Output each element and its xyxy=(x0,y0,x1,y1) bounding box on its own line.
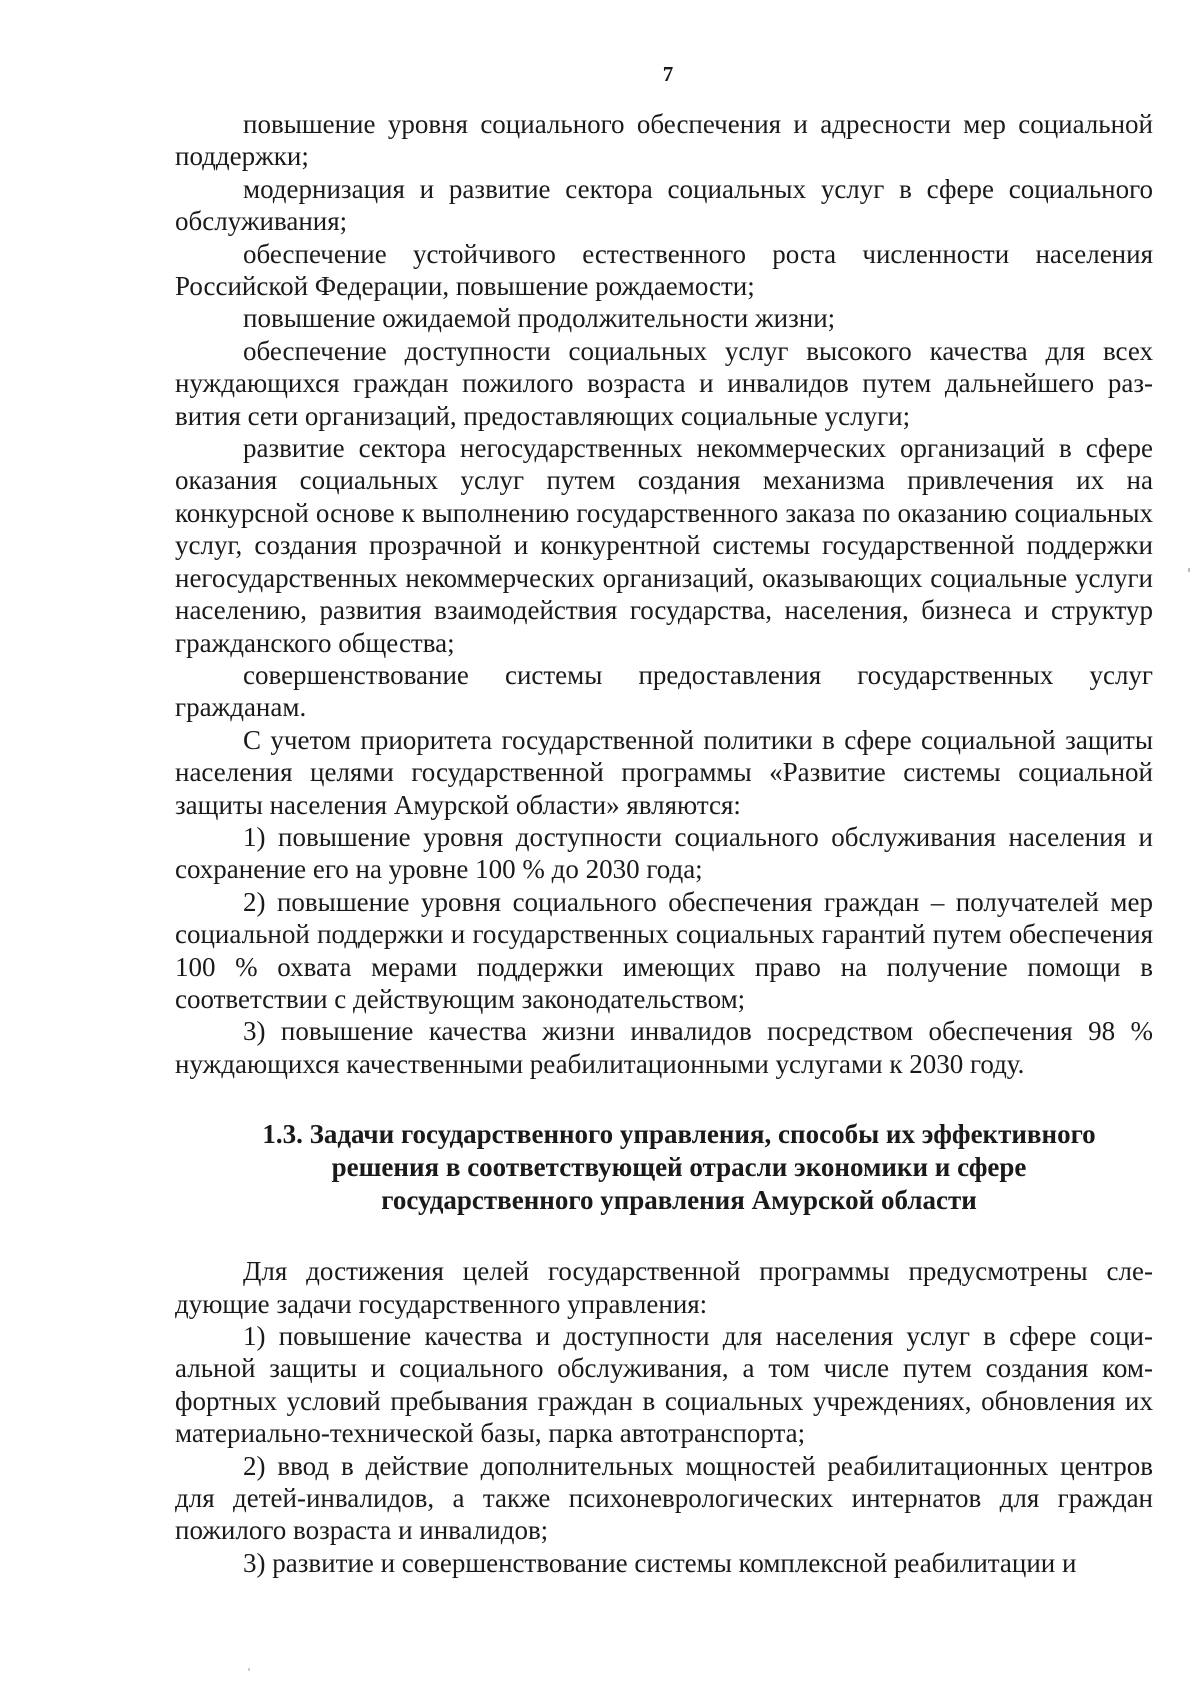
paragraph: С учетом приоритета государственной политики в сфере социальной защиты населения целями государственной программы «Развитие системы социальной защиты населения Амурской области» являются: xyxy=(175,724,1153,820)
list-item: 3) повышение качества жизни инвалидов посредством обеспечения 98 % нуждающихся качественными реабилитационными услугами к 2030 году. xyxy=(175,1016,1153,1079)
paragraph: модернизация и развитие сектора социальных услуг в сфере социального обслуживания; xyxy=(175,173,1153,237)
paragraph: обеспечение устойчивого естественного роста численности населения Российской Федерации, повышение рождаемости; xyxy=(175,238,1153,302)
body-text-bottom xyxy=(175,1255,1153,1579)
list-item: 2) ввод в действие дополнительных мощностей реабилитационных центров для детей-инвалидов, а также психоневрологических интернатов для граждан пожилого возраста и инвалидов; xyxy=(175,1450,1153,1546)
body-text-top xyxy=(175,108,1153,1080)
paragraph: совершенствование системы предоставления государственных услуг гражданам. xyxy=(175,659,1153,723)
section-heading xyxy=(175,1118,1153,1217)
paragraph: развитие сектора негосударственных некоммерческих организаций в сфере оказания социальных услуг путем создания механизма привлечения их на конкурсной основе к выполнению государственного заказа по оказанию социальных услуг, создания прозрачной и конкурентной системы государственной поддержки негосударственных некоммерческих организаций, оказывающих социальные услуги населению, развития взаимодействия государства, населения, бизнеса и структур гражданского общества; xyxy=(175,433,1153,658)
section-heading-line: решения в соответствующей отрасли экономики и сфере xyxy=(331,1152,1027,1183)
document-page xyxy=(175,62,1153,1579)
list-item: 1) повышение качества и доступности для населения услуг в сфере социальной защиты и социального обслуживания, а том числе путем создания комфортных условий пребывания граждан в социальных учреждениях, обновления их материально-технической базы, парка автотранспорта; xyxy=(175,1321,1153,1449)
list-item: 3) развитие и совершенствование системы комплексной реабилитации и xyxy=(243,1547,1077,1578)
paragraph: обеспечение доступности социальных услуг высокого качества для всех нуждающихся граждан пожилого возраста и инвалидов путем дальнейшего развития сети организаций, предоставляющих социальные услуги; xyxy=(175,335,1153,431)
list-item: 2) повышение уровня социального обеспечения граждан – получателей мер социальной поддержки и государственных социальных гарантий путем обеспечения 100 % охвата мерами поддержки имеющих право на получение помощи в соответствии с действующим законодательством; xyxy=(175,886,1153,1014)
scan-artifact xyxy=(248,1668,250,1671)
scan-artifact xyxy=(1188,568,1190,572)
page-number: 7 xyxy=(662,62,674,86)
section-heading-line: 1.3. Задачи государственного управления, способы их эффективного xyxy=(262,1119,1096,1150)
paragraph: повышение ожидаемой продолжительности жизни; xyxy=(243,303,836,334)
section-heading-line: государственного управления Амурской области xyxy=(381,1185,977,1216)
paragraph: повышение уровня социального обеспечения и адресности мер социальной поддержки; xyxy=(175,109,1153,172)
paragraph: Для достижения целей государственной программы предусмотрены следующие задачи государственного управления: xyxy=(175,1256,1153,1319)
list-item: 1) повышение уровня доступности социального обслуживания населения и сохранение его на уровне 100 % до 2030 года; xyxy=(175,821,1153,885)
